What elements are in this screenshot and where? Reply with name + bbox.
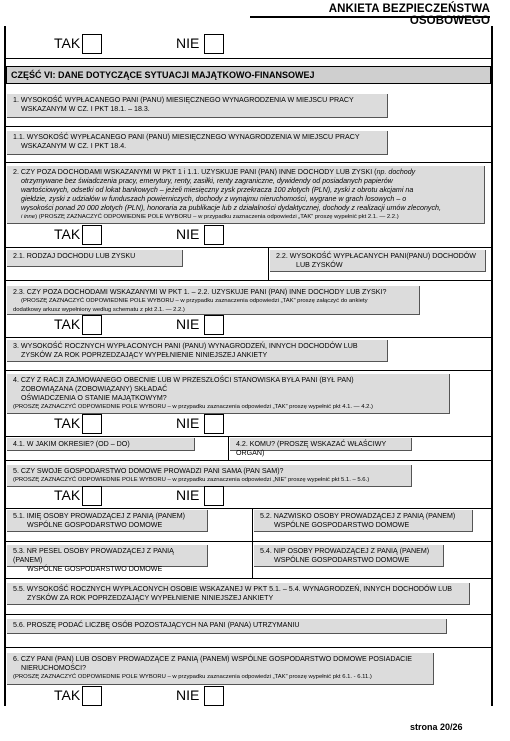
nie-label: NIE [176,487,200,503]
field-income-type[interactable] [7,250,183,267]
q5-4-line2: WSPÓLNE GOSPODARSTWO DOMOWE [274,556,410,564]
divider-vertical [252,508,253,578]
q2-3-line1: 2.3. CZY POZA DOCHODAMI WSKAZANYMI W PKT 1. – 2.2. UZYSKUJE PANI (PAN) INNE DOCHODY LUB ZYSKI? [13,288,387,296]
q5-2-line1: 5.2. NAZWISKO OSOBY PROWADZĄCEJ Z PANIĄ (PANEM) [260,512,456,520]
q2-line1: 2. CZY POZA DOCHODAMI WSKAZANYMI W PKT 1 i 1.1. UZYSKUJE PANI (PAN) INNE DOCHODY LUB ZYSKI ( [13,168,377,176]
field-period[interactable] [7,438,195,451]
q6-line2: NIERUCHOMOŚCI? [21,664,87,672]
question-additional-income [7,286,420,315]
q4-line3: OŚWIADCZENIA O STANIE MAJĄTKOWYM? [21,394,167,402]
divider [5,126,492,127]
divider [5,280,492,281]
q5-2-line2: WSPÓLNE GOSPODARSTWO DOMOWE [274,521,410,529]
nie-checkbox[interactable] [204,315,224,335]
field-household-annual-income[interactable] [7,583,470,605]
divider [5,541,492,542]
field-dependents-count[interactable] [7,619,447,634]
q3-line1: 3. WYSOKOŚĆ ROCZNYCH WYPŁACONYCH PANI (PANU) WYNAGRODZEŃ, INNYCH DOCHODÓW LUB [13,342,358,350]
field-monthly-salary-1-1[interactable] [7,131,388,155]
divider [5,337,492,338]
checkbox-row-q5 [0,486,510,506]
q6-line1: 6. CZY PANI (PAN) LUB OSOBY PROWADZĄCE Z PANIĄ (PANEM) WSPÓLNE GOSPODARSTWO DOMOWE POSIADACIE [13,655,413,663]
checkbox-row-q6 [0,686,510,706]
q2-last-rest: ) (PROSZĘ ZAZNACZYĆ ODPOWIEDNIE POLE WYBORU – w przypadku zaznaczenia odpowiedzi „TAK” proszę wypełnić pkt 2.1. — 2.2.) [35,214,399,220]
q2-line1-italic: np. dochody [376,168,416,176]
q1-line1: 1. WYSOKOŚĆ WYPŁACANEGO PANI (PANU) MIESIĘCZNEGO WYNAGRODZENIA W MIEJSCU PRACY [13,96,354,104]
field-household-last-name[interactable] [254,510,473,532]
divider [5,436,492,437]
q2-line2: otrzymywane bez świadczenia pracy, emerytury, renty, zasiłki, renty zagraniczne, dywidendy od posiadanych papierów [21,177,393,185]
field-annual-income[interactable] [7,340,388,362]
q2-1-label: 2.1. RODZAJ DOCHODU LUB ZYSKU [13,252,136,260]
page-number: strona 20/26 [410,722,463,732]
divider [5,370,492,371]
nie-checkbox[interactable] [204,486,224,506]
q4-2-label: 4.2. KOMU? (PROSZĘ WSKAZAĆ WŁAŚCIWY ORGAN) [236,440,387,457]
q5-5-line2: ZYSKÓW ZA ROK POPRZEDZAJĄCY WYPEŁNIENIE NINIEJSZEJ ANKIETY [27,594,274,602]
q5-3-line2: WSPÓLNE GOSPODARSTWO DOMOWE [27,565,163,573]
tak-label: TAK [54,316,81,332]
nie-label: NIE [176,687,200,703]
field-household-pesel[interactable] [7,545,208,573]
q5-1-line1: 5.1. IMIĘ OSOBY PROWADZĄCEJ Z PANIĄ (PANEM) [13,512,185,520]
divider [5,58,492,59]
question-other-income [7,166,485,224]
nie-checkbox[interactable] [204,34,224,54]
q2-2-line2: LUB ZYSKÓW [296,261,343,269]
divider [5,460,492,461]
checkbox-row-q2-3 [0,315,510,335]
q4-line4: (PROSZĘ ZAZNACZYĆ ODPOWIEDNIE POLE WYBORU – w przypadku zaznaczenia odpowiedzi „TAK” proszę wypełnić pkt 4.1. — 4.2.) [13,404,373,410]
tak-label: TAK [54,687,81,703]
tak-label: TAK [54,415,81,431]
q2-2-line1: 2.2. WYSOKOŚĆ WYPŁACANYCH PANI(PANU) DOCHODÓW [276,252,476,260]
divider [5,162,492,163]
question-asset-declaration [7,374,450,414]
q4-1-label: 4.1. W JAKIM OKRESIE? (OD – DO) [13,440,130,448]
field-household-nip[interactable] [254,545,444,567]
nie-checkbox[interactable] [204,686,224,706]
tak-checkbox[interactable] [82,414,102,434]
nie-label: NIE [176,316,200,332]
divider [5,647,492,648]
q1-1-line1: 1.1. WYSOKOŚĆ WYPŁACANEGO PANI (PANU) MIESIĘCZNEGO WYNAGRODZENIA W MIEJSCU PRACY [13,133,360,141]
q2-line3: wartościowych, odsetki od lokat bankowych – jeżeli miesięczny zysk przekracza 100 złotych (PLN), zyski z obrotu akcjami na [21,186,414,194]
nie-label: NIE [176,226,200,242]
divider [5,247,492,248]
q2-3-line3: dodatkowy arkusz wypełniony według schematu z pkt 2.1. — 2.2.) [13,307,185,313]
q5-4-line1: 5.4. NIP OSOBY PROWADZĄCEJ Z PANIĄ (PANEM) [260,547,430,555]
field-income-amount[interactable] [270,250,486,272]
tak-label: TAK [54,35,81,51]
field-household-first-name[interactable] [7,510,208,532]
nie-checkbox[interactable] [204,225,224,245]
q1-line2: WSKAZANYM W CZ. I PKT 18.1. – 18.3. [21,105,150,113]
q6-line3: (PROSZĘ ZAZNACZYĆ ODPOWIEDNIE POLE WYBORU – w przypadku zaznaczenia odpowiedzi „TAK” proszę wypełnić pkt 6.1. - 6.11.) [13,674,372,680]
q5-3-line1: 5.3. NR PESEL OSOBY PROWADZĄCEJ Z PANIĄ (PANEM) [13,547,174,564]
tak-checkbox[interactable] [82,686,102,706]
tak-checkbox[interactable] [82,225,102,245]
q2-last-italic: i inne [21,214,36,220]
q5-6-label: 5.6. PROSZĘ PODAĆ LICZBĘ OSÓB POZOSTAJĄCYCH NA PANI (PANA) UTRZYMANIU [13,621,300,629]
tak-checkbox[interactable] [82,34,102,54]
q2-3-line2: (PROSZĘ ZAZNACZYĆ ODPOWIEDNIE POLE WYBORU – w przypadku zaznaczenia odpowiedzi „TAK” proszę załączyć do ankiety [21,298,368,304]
nie-label: NIE [176,415,200,431]
q5-line1: 5. CZY SWOJE GOSPODARSTWO DOMOWE PROWADZI PANI SAMA (PAN SAM)? [13,467,284,475]
nie-checkbox[interactable] [204,414,224,434]
q4-line2: ZOBOWIĄZANA (ZOBOWIĄZANY) SKŁADAĆ [21,385,168,393]
checkbox-row-q2 [0,225,510,245]
q5-1-line2: WSPÓLNE GOSPODARSTWO DOMOWE [27,521,163,529]
q4-line1: 4. CZY Z RACJI ZAJMOWANEGO OBECNIE LUB W PRZESZŁOŚCI STANOWISKA BYŁA PANI (BYŁ PAN) [13,376,354,384]
document-title: ANKIETA BEZPIECZEŃSTWA OSOBOWEGO [328,3,490,27]
q3-line2: ZYSKÓW ZA ROK POPRZEDZAJĄCY WYPEŁNIENIE NINIEJSZEJ ANKIETY [21,351,268,359]
checkbox-row-prev [0,34,510,54]
divider [5,508,492,509]
divider [5,614,492,615]
q5-5-line1: 5.5. WYSOKOŚĆ ROCZNYCH WYPŁACONYCH OSOBIE WSKAZANEJ W PKT 5.1. – 5.4. WYNAGRODZEŃ, INNYCH DOCHODÓW LUB [13,585,452,593]
q5-line2: (PROSZĘ ZAZNACZYĆ ODPOWIEDNIE POLE WYBORU – w przypadku zaznaczenia odpowiedzi „NIE” proszę wypełnić pkt 5.1. – 5.6.) [13,477,370,483]
field-monthly-salary[interactable] [7,94,388,118]
q1-1-line2: WSKAZANYM W CZ. I PKT 18.4. [21,142,127,150]
tak-checkbox[interactable] [82,315,102,335]
tak-label: TAK [54,226,81,242]
field-authority[interactable] [230,438,412,457]
q2-line5: wysokości ponad 20 000 złotych (PLN), honoraria za publikacje lub z działalności dydaktycznej, dochody z realizacji umów zleconych, [21,204,441,212]
divider-vertical [268,247,269,280]
nie-label: NIE [176,35,200,51]
divider [5,578,492,579]
tak-label: TAK [54,487,81,503]
tak-checkbox[interactable] [82,486,102,506]
section-title: CZĘŚĆ VI: DANE DOTYCZĄCE SYTUACJI MAJĄTKOWO-FINANSOWEJ [6,66,491,84]
checkbox-row-q4 [0,414,510,434]
question-real-estate [7,653,434,685]
question-household [7,465,412,487]
divider-vertical [228,436,229,460]
q2-line4: giełdzie, zyski z udziałów w funduszach powierniczych, dochody z wynajmu nieruchomości, wygrane w grach losowych – o [21,195,407,203]
header-underline [250,16,490,18]
